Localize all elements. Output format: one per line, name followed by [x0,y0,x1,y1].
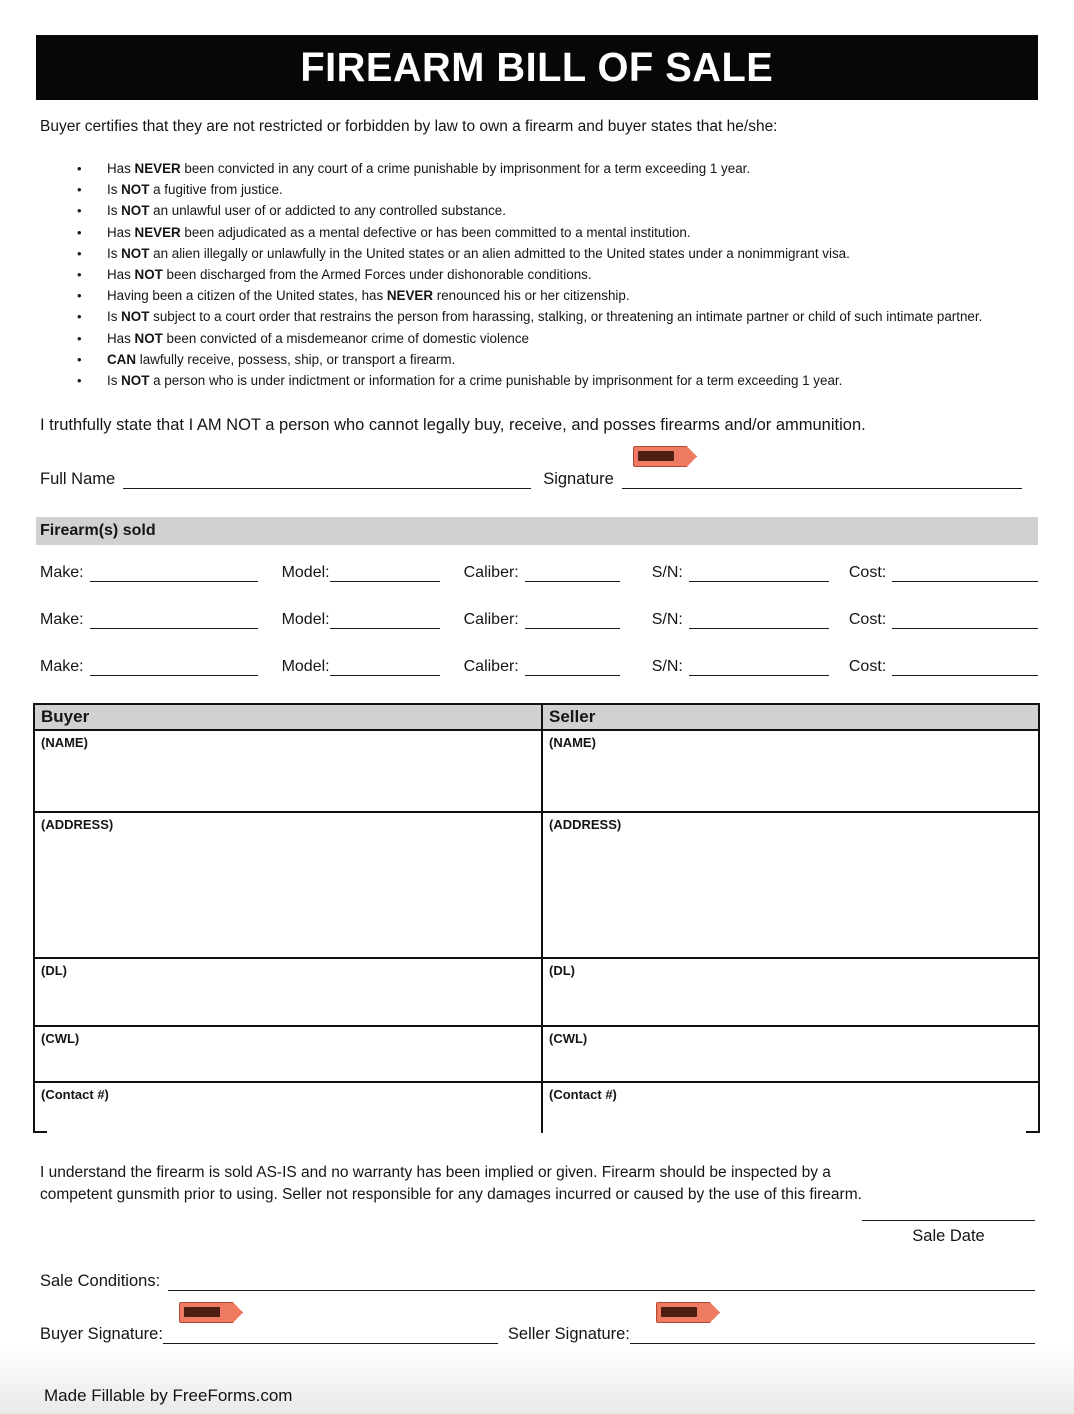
page-title: FIREARM BILL OF SALE [300,44,774,90]
table-row-name [35,731,1038,813]
full-name-label: Full Name [40,470,116,488]
certification-bullet: • Is NOT an unlawful user of or addicted to any controlled substance. [40,200,1030,221]
cost-field[interactable] [892,563,1038,582]
seller-address-cell[interactable] [543,813,1038,957]
firearm-row-3 [40,657,1038,676]
caliber-field[interactable] [525,563,620,582]
seller-signature-label: Seller Signature: [507,1325,630,1343]
sign-here-flag-icon[interactable] [633,446,697,467]
table-header-row [35,705,1038,731]
cost-field[interactable] [892,610,1038,629]
firearms-sold-section-header [36,517,1038,545]
table-row-dl [35,959,1038,1027]
contact-row-label: (Contact #) [549,1087,617,1102]
certification-bullet: • Has NOT been convicted of a misdemeanor crime of domestic violence [40,328,1030,349]
contact-row-label: (Contact #) [41,1087,109,1102]
table-row-address [35,813,1038,959]
make-field[interactable] [90,563,258,582]
name-row-label: (NAME) [549,735,596,750]
certification-bullet-list [40,158,1030,391]
name-row-label: (NAME) [41,735,88,750]
sale-conditions-row [40,1272,1035,1291]
seller-cwl-cell[interactable] [543,1027,1038,1081]
title-banner [36,35,1038,100]
firearm-row-2 [40,610,1038,629]
cwl-row-label: (CWL) [41,1031,80,1046]
certification-bullet: • Has NEVER been convicted in any court of a crime punishable by imprisonment for a term exceeding 1 year. [40,158,1030,179]
buyer-signature-label: Buyer Signature: [40,1325,163,1343]
sn-label: S/N: [651,611,683,628]
caliber-label: Caliber: [463,564,519,581]
cost-label: Cost: [848,564,887,581]
sale-date-field[interactable] [862,1204,1035,1221]
caliber-label: Caliber: [463,611,519,628]
sale-conditions-field[interactable] [168,1272,1035,1291]
sn-label: S/N: [651,658,683,675]
model-field[interactable] [330,657,440,676]
address-row-label: (ADDRESS) [41,817,114,832]
cost-field[interactable] [892,657,1038,676]
buyer-address-cell[interactable] [35,813,543,957]
signatures-row [40,1325,1035,1344]
name-signature-row [40,470,1022,489]
sale-date-label: Sale Date [912,1227,985,1245]
make-label: Make: [40,658,84,675]
sn-field[interactable] [689,563,829,582]
certification-intro: Buyer certifies that they are not restricted or forbidden by law to own a firearm and buyer states that he/she: [40,118,778,135]
address-row-label: (ADDRESS) [549,817,622,832]
sign-here-flag-icon[interactable] [179,1302,243,1323]
truthful-statement: I truthfully state that I AM NOT a person who cannot legally buy, receive, and posses firearms and/or ammunition. [40,416,866,434]
firearm-row-1 [40,563,1038,582]
seller-signature-field[interactable] [630,1325,1035,1344]
sale-conditions-label: Sale Conditions: [40,1272,161,1290]
table-row-contact [35,1083,1038,1133]
buyer-header-cell: Buyer [35,705,543,729]
cost-label: Cost: [848,611,887,628]
sign-here-flag-text [184,1307,220,1317]
caliber-field[interactable] [525,610,620,629]
dl-row-label: (DL) [41,963,67,978]
signature-label: Signature [543,470,614,488]
sign-here-flag-text [638,451,674,461]
certification-bullet: • Is NOT an alien illegally or unlawfully in the United states or an alien admitted to the United states under a nonimmigrant visa. [40,243,1030,264]
sale-date-block [862,1204,1035,1246]
model-label: Model: [281,658,330,675]
caliber-field[interactable] [525,657,620,676]
seller-name-cell[interactable] [543,731,1038,811]
model-label: Model: [281,564,330,581]
certification-bullet: • Having been a citizen of the United states, has NEVER renounced his or her citizenship. [40,285,1030,306]
model-field[interactable] [330,610,440,629]
buyer-contact-cell[interactable] [35,1083,543,1133]
certification-bullet: • Is NOT subject to a court order that restrains the person from harassing, stalking, or threatening an intimate partner or child of such intimate partner. [40,306,1030,327]
certification-bullet: • Has NOT been discharged from the Armed Forces under dishonorable conditions. [40,264,1030,285]
buyer-dl-cell[interactable] [35,959,543,1025]
sn-field[interactable] [689,657,829,676]
buyer-cwl-cell[interactable] [35,1027,543,1081]
as-is-clause: I understand the firearm is sold AS-IS and no warranty has been implied or given. Firearm should be inspected by a competent gunsmith prior to using. Seller not responsible for any damages incurred or caused by the use of this firearm. [40,1164,862,1204]
table-row-cwl [35,1027,1038,1083]
dl-row-label: (DL) [549,963,575,978]
buyer-signature-field[interactable] [163,1325,498,1344]
sign-here-flag-icon[interactable] [656,1302,720,1323]
seller-header-cell: Seller [543,705,1038,729]
make-field[interactable] [90,657,258,676]
signature-field[interactable] [622,470,1022,489]
model-label: Model: [281,611,330,628]
footer-credit: Made Fillable by FreeForms.com [44,1386,293,1405]
firearms-sold-title: Firearm(s) sold [40,522,156,539]
full-name-field[interactable] [123,470,531,489]
certification-bullet: • CAN lawfully receive, possess, ship, or transport a firearm. [40,349,1030,370]
cwl-row-label: (CWL) [549,1031,588,1046]
cost-label: Cost: [848,658,887,675]
caliber-label: Caliber: [463,658,519,675]
certification-bullet: • Has NEVER been adjudicated as a mental defective or has been committed to a mental institution. [40,222,1030,243]
sn-label: S/N: [651,564,683,581]
make-field[interactable] [90,610,258,629]
seller-contact-cell[interactable] [543,1083,1038,1133]
buyer-name-cell[interactable] [35,731,543,811]
certification-bullet: • Is NOT a person who is under indictment or information for a crime punishable by imprisonment for a term exceeding 1 year. [40,370,1030,391]
sn-field[interactable] [689,610,829,629]
make-label: Make: [40,564,84,581]
buyer-seller-table [33,703,1040,1133]
certification-bullet: • Is NOT a fugitive from justice. [40,179,1030,200]
sign-here-flag-text [661,1307,697,1317]
model-field[interactable] [330,563,440,582]
make-label: Make: [40,611,84,628]
seller-dl-cell[interactable] [543,959,1038,1025]
